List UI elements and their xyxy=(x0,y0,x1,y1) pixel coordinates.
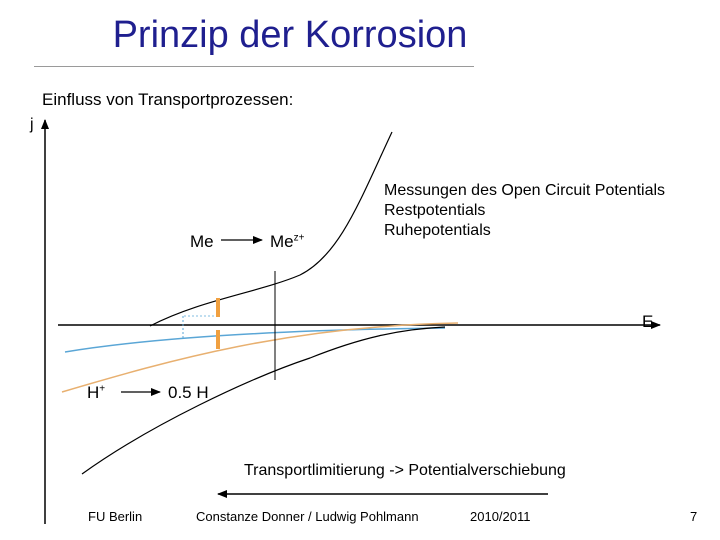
measurement-annotation xyxy=(384,181,665,241)
reaction-mez-label xyxy=(270,232,304,252)
transport-label: Transportlimitierung -> Potentialverschiebung xyxy=(244,462,566,479)
reaction-hplus-label xyxy=(87,383,105,403)
mez-base: Me xyxy=(270,232,294,251)
slide-title: Prinzip der Korrosion xyxy=(112,14,468,56)
x-axis-label: E xyxy=(642,312,654,331)
footer-authors: Constanze Donner / Ludwig Pohlmann xyxy=(196,509,419,524)
mez-charge: z+ xyxy=(293,232,305,244)
hplus-charge: + xyxy=(99,383,106,395)
curve-anodic xyxy=(150,132,392,326)
curve-blue xyxy=(65,328,445,352)
footer-institution: FU Berlin xyxy=(88,509,143,524)
y-axis-label: j xyxy=(30,116,34,133)
curve-cathodic xyxy=(82,327,445,474)
annotation-line-1: Messungen des Open Circuit Potentials xyxy=(384,182,666,199)
slide-subtitle: Einfluss von Transportprozessen: xyxy=(42,90,294,109)
annotation-line-2: Restpotentials xyxy=(384,202,486,219)
footer-page-number: 7 xyxy=(690,509,698,524)
reaction-me-label: Me xyxy=(190,232,214,251)
footer-year: 2010/2011 xyxy=(470,509,531,524)
hplus-base: H xyxy=(87,383,100,402)
annotation-line-3: Ruhepotentials xyxy=(384,222,491,239)
reaction-halfh-label: 0.5 H xyxy=(168,383,209,402)
